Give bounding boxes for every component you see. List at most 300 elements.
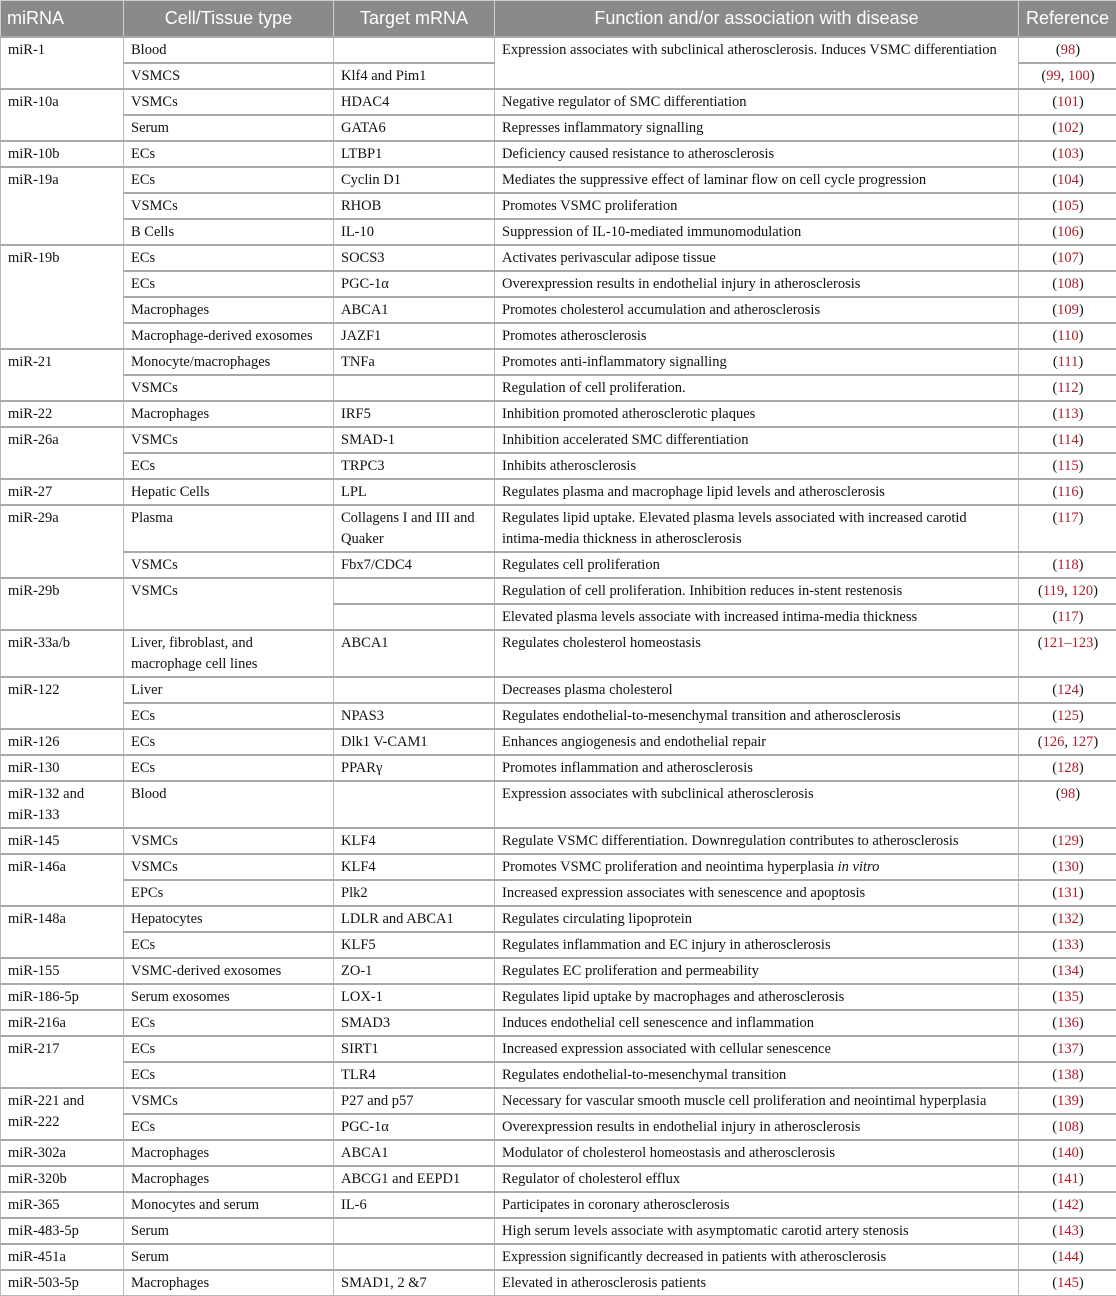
- reference-cell: (116): [1019, 479, 1116, 505]
- target-cell: Klf4 and Pim1: [334, 63, 495, 89]
- reference-cell: (109): [1019, 297, 1116, 323]
- cell-type-cell: ECs: [124, 932, 334, 958]
- target-cell: HDAC4: [334, 89, 495, 115]
- reference-link[interactable]: 110: [1057, 328, 1078, 344]
- reference-link[interactable]: 127: [1072, 734, 1094, 750]
- mirna-cell: miR-19b: [1, 245, 124, 349]
- function-cell: [495, 505, 1019, 552]
- table-body: [1, 37, 1116, 1296]
- reference-link[interactable]: 136: [1057, 1015, 1079, 1031]
- target-cell: ABCG1 and EEPD1: [334, 1166, 495, 1192]
- reference-cell: (133): [1019, 932, 1116, 958]
- function-text: Inhibits atherosclerosis: [502, 458, 636, 474]
- cell-type-cell: Plasma: [124, 505, 334, 552]
- target-cell: IRF5: [334, 401, 495, 427]
- cell-type-cell: ECs: [124, 1036, 334, 1062]
- reference-link[interactable]: 109: [1057, 302, 1079, 318]
- function-cell: [495, 479, 1019, 505]
- function-text: Modulator of cholesterol homeostasis and atherosclerosis: [502, 1145, 835, 1161]
- target-cell: P27 and p57: [334, 1088, 495, 1114]
- function-cell: [495, 219, 1019, 245]
- function-text: Regulates endothelial-to-mesenchymal transition: [502, 1067, 786, 1083]
- reference-link[interactable]: 138: [1057, 1067, 1079, 1083]
- reference-cell: (141): [1019, 1166, 1116, 1192]
- cell-type-cell: VSMCs: [124, 578, 334, 630]
- reference-cell: (113): [1019, 401, 1116, 427]
- reference-link[interactable]: 115: [1057, 458, 1078, 474]
- function-cell: [495, 1270, 1019, 1296]
- function-cell: [495, 1166, 1019, 1192]
- mirna-cell: miR-302a: [1, 1140, 124, 1166]
- target-cell: PGC-1α: [334, 1114, 495, 1140]
- reference-link[interactable]: 120: [1071, 583, 1093, 599]
- cell-type-cell: Hepatocytes: [124, 906, 334, 932]
- cell-type-cell: Macrophage-derived exosomes: [124, 323, 334, 349]
- function-text: Expression significantly decreased in patients with atherosclerosis: [502, 1249, 886, 1265]
- function-cell: [495, 297, 1019, 323]
- mirna-cell: miR-320b: [1, 1166, 124, 1192]
- reference-cell: (119, 120): [1019, 578, 1116, 604]
- mirna-cell: miR-155: [1, 958, 124, 984]
- table-row: [1, 1062, 1116, 1088]
- target-cell: GATA6: [334, 115, 495, 141]
- reference-link[interactable]: 135: [1057, 989, 1079, 1005]
- target-cell: [334, 375, 495, 401]
- table-row: [1, 1192, 1116, 1218]
- cell-type-cell: ECs: [124, 755, 334, 781]
- header-row: [1, 1, 1116, 38]
- reference-link[interactable]: 129: [1057, 833, 1079, 849]
- function-text: Enhances angiogenesis and endothelial repair: [502, 734, 766, 750]
- target-cell: ABCA1: [334, 297, 495, 323]
- target-cell: PPARγ: [334, 755, 495, 781]
- reference-cell: (115): [1019, 453, 1116, 479]
- cell-type-cell: Monocyte/macrophages: [124, 349, 334, 375]
- function-text: Participates in coronary atherosclerosis: [502, 1197, 730, 1213]
- cell-type-cell: Serum: [124, 1244, 334, 1270]
- reference-cell: (131): [1019, 880, 1116, 906]
- reference-link[interactable]: 108: [1057, 1119, 1079, 1135]
- cell-type-cell: ECs: [124, 1114, 334, 1140]
- reference-link[interactable]: 104: [1057, 172, 1079, 188]
- cell-type-cell: VSMCs: [124, 552, 334, 578]
- table-row: [1, 427, 1116, 453]
- target-cell: SMAD1, 2 &7: [334, 1270, 495, 1296]
- reference-link[interactable]: 130: [1057, 859, 1079, 875]
- table-row: [1, 271, 1116, 297]
- target-cell: PGC-1α: [334, 271, 495, 297]
- function-text: Suppression of IL-10-mediated immunomodulation: [502, 224, 801, 240]
- cell-type-cell: ECs: [124, 703, 334, 729]
- reference-link[interactable]: 106: [1057, 224, 1079, 240]
- cell-type-cell: Monocytes and serum: [124, 1192, 334, 1218]
- table-row: [1, 552, 1116, 578]
- function-cell: [495, 1114, 1019, 1140]
- reference-link[interactable]: 103: [1057, 146, 1079, 162]
- function-text: Overexpression results in endothelial injury in atherosclerosis: [502, 1119, 860, 1135]
- table-row: [1, 1140, 1116, 1166]
- table-row: [1, 1010, 1116, 1036]
- function-italic: in vitro: [838, 859, 880, 875]
- function-text: Deficiency caused resistance to atherosclerosis: [502, 146, 774, 162]
- target-cell: TNFa: [334, 349, 495, 375]
- table-row: [1, 578, 1116, 604]
- cell-type-cell: Macrophages: [124, 1166, 334, 1192]
- table-row: [1, 1114, 1116, 1140]
- table-row: [1, 479, 1116, 505]
- reference-link[interactable]: 143: [1057, 1223, 1079, 1239]
- function-text: Promotes cholesterol accumulation and atherosclerosis: [502, 302, 820, 318]
- function-text: Elevated in atherosclerosis patients: [502, 1275, 706, 1291]
- table-row: [1, 630, 1116, 677]
- table-row: [1, 1036, 1116, 1062]
- table-row: [1, 1270, 1116, 1296]
- header-target: Target mRNA: [334, 1, 495, 38]
- table-row: [1, 141, 1116, 167]
- reference-link[interactable]: 137: [1057, 1041, 1079, 1057]
- target-cell: [334, 1218, 495, 1244]
- function-cell: [495, 578, 1019, 604]
- target-cell: [334, 37, 495, 63]
- target-cell: [334, 677, 495, 703]
- cell-type-cell: VSMC-derived exosomes: [124, 958, 334, 984]
- reference-cell: (106): [1019, 219, 1116, 245]
- table-row: [1, 453, 1116, 479]
- reference-cell: (144): [1019, 1244, 1116, 1270]
- mirna-cell: miR-216a: [1, 1010, 124, 1036]
- reference-cell: (126, 127): [1019, 729, 1116, 755]
- mirna-cell: miR-365: [1, 1192, 124, 1218]
- table-row: [1, 115, 1116, 141]
- function-text: Induces endothelial cell senescence and inflammation: [502, 1015, 814, 1031]
- reference-cell: (108): [1019, 271, 1116, 297]
- function-cell: [495, 375, 1019, 401]
- function-text: Regulates lipid uptake by macrophages and atherosclerosis: [502, 989, 844, 1005]
- reference-link[interactable]: 141: [1057, 1171, 1079, 1187]
- function-cell: [495, 245, 1019, 271]
- function-text: Regulation of cell proliferation. Inhibition reduces in-stent restenosis: [502, 583, 902, 599]
- function-cell: [495, 932, 1019, 958]
- mirna-cell: miR-148a: [1, 906, 124, 958]
- function-text: Regulates lipid uptake. Elevated plasma levels associated with increased carotid intima-media thickness in atherosclerosis: [502, 510, 967, 547]
- function-cell: [495, 271, 1019, 297]
- reference-cell: (134): [1019, 958, 1116, 984]
- reference-cell: (128): [1019, 755, 1116, 781]
- reference-link[interactable]: 105: [1057, 198, 1079, 214]
- cell-type-cell: ECs: [124, 453, 334, 479]
- function-cell: [495, 193, 1019, 219]
- reference-link[interactable]: 119: [1043, 583, 1064, 599]
- reference-link[interactable]: 125: [1057, 708, 1079, 724]
- function-cell: [495, 89, 1019, 115]
- reference-link[interactable]: 118: [1057, 557, 1078, 573]
- table-row: [1, 880, 1116, 906]
- cell-type-cell: Liver, fibroblast, and macrophage cell lines: [124, 630, 334, 677]
- cell-type-cell: VSMCs: [124, 1088, 334, 1114]
- function-text: Decreases plasma cholesterol: [502, 682, 673, 698]
- cell-type-cell: ECs: [124, 167, 334, 193]
- reference-cell: (130): [1019, 854, 1116, 880]
- reference-cell: (139): [1019, 1088, 1116, 1114]
- cell-type-cell: ECs: [124, 245, 334, 271]
- reference-link[interactable]: 131: [1057, 885, 1079, 901]
- header-mirna: miRNA: [1, 1, 124, 38]
- mirna-cell: miR-221 and miR-222: [1, 1088, 124, 1140]
- function-text: Regulate VSMC differentiation. Downregulation contributes to atherosclerosis: [502, 833, 959, 849]
- reference-link[interactable]: 117: [1057, 609, 1078, 625]
- function-text: Increased expression associates with senescence and apoptosis: [502, 885, 865, 901]
- function-text: Mediates the suppressive effect of laminar flow on cell cycle progression: [502, 172, 926, 188]
- reference-cell: (102): [1019, 115, 1116, 141]
- target-cell: JAZF1: [334, 323, 495, 349]
- table-row: [1, 37, 1116, 63]
- reference-link[interactable]: 134: [1057, 963, 1079, 979]
- reference-link[interactable]: 112: [1057, 380, 1078, 396]
- reference-link[interactable]: 108: [1057, 276, 1079, 292]
- reference-cell: (105): [1019, 193, 1116, 219]
- function-text: Promotes inflammation and atherosclerosis: [502, 760, 753, 776]
- function-text: Regulates cell proliferation: [502, 557, 660, 573]
- function-text: Increased expression associated with cellular senescence: [502, 1041, 831, 1057]
- function-cell: [495, 984, 1019, 1010]
- target-cell: RHOB: [334, 193, 495, 219]
- reference-link[interactable]: 114: [1057, 432, 1078, 448]
- reference-cell: (118): [1019, 552, 1116, 578]
- reference-link[interactable]: 99: [1046, 68, 1061, 84]
- reference-cell: (110): [1019, 323, 1116, 349]
- cell-type-cell: Macrophages: [124, 297, 334, 323]
- target-cell: [334, 578, 495, 604]
- target-cell: LOX-1: [334, 984, 495, 1010]
- cell-type-cell: Liver: [124, 677, 334, 703]
- table-row: [1, 375, 1116, 401]
- table-row: [1, 1166, 1116, 1192]
- mirna-cell: miR-503-5p: [1, 1270, 124, 1296]
- mirna-cell: miR-10a: [1, 89, 124, 141]
- function-text: Regulates circulating lipoprotein: [502, 911, 692, 927]
- function-text: Promotes VSMC proliferation and neointima hyperplasia: [502, 859, 834, 875]
- cell-type-cell: ECs: [124, 141, 334, 167]
- reference-link[interactable]: 145: [1057, 1275, 1079, 1291]
- function-cell: [495, 323, 1019, 349]
- function-text: Regulates EC proliferation and permeability: [502, 963, 759, 979]
- reference-link[interactable]: 139: [1057, 1093, 1079, 1109]
- table-row: [1, 854, 1116, 880]
- reference-cell: (114): [1019, 427, 1116, 453]
- header-reference: Reference: [1019, 1, 1116, 38]
- function-cell: [495, 115, 1019, 141]
- target-cell: Dlk1 V-CAM1: [334, 729, 495, 755]
- reference-cell: (143): [1019, 1218, 1116, 1244]
- target-cell: Cyclin D1: [334, 167, 495, 193]
- mirna-cell: miR-1: [1, 37, 124, 89]
- function-cell: [495, 1192, 1019, 1218]
- function-cell: [495, 854, 1019, 880]
- reference-cell: (103): [1019, 141, 1116, 167]
- function-cell: [495, 141, 1019, 167]
- table-row: [1, 219, 1116, 245]
- target-cell: LTBP1: [334, 141, 495, 167]
- reference-cell: (135): [1019, 984, 1116, 1010]
- reference-cell: (107): [1019, 245, 1116, 271]
- function-cell: [495, 37, 1019, 89]
- table-row: [1, 297, 1116, 323]
- reference-cell: (142): [1019, 1192, 1116, 1218]
- header-function: Function and/or association with disease: [495, 1, 1019, 38]
- target-cell: ABCA1: [334, 630, 495, 677]
- cell-type-cell: Macrophages: [124, 1270, 334, 1296]
- header-cell-type: Cell/Tissue type: [124, 1, 334, 38]
- reference-link[interactable]: 126: [1043, 734, 1065, 750]
- function-text: Inhibition promoted atherosclerotic plaques: [502, 406, 755, 422]
- reference-cell: (104): [1019, 167, 1116, 193]
- mirna-cell: miR-146a: [1, 854, 124, 906]
- mirna-cell: miR-26a: [1, 427, 124, 479]
- cell-type-cell: ECs: [124, 729, 334, 755]
- function-text: Regulates cholesterol homeostasis: [502, 635, 701, 651]
- target-cell: SIRT1: [334, 1036, 495, 1062]
- function-text: Represses inflammatory signalling: [502, 120, 703, 136]
- mirna-cell: miR-451a: [1, 1244, 124, 1270]
- function-cell: [495, 604, 1019, 630]
- reference-cell: (129): [1019, 828, 1116, 854]
- function-cell: [495, 1036, 1019, 1062]
- table-row: [1, 984, 1116, 1010]
- cell-type-cell: VSMCs: [124, 375, 334, 401]
- cell-type-cell: Serum: [124, 115, 334, 141]
- target-cell: Fbx7/CDC4: [334, 552, 495, 578]
- target-cell: [334, 1244, 495, 1270]
- reference-cell: (117): [1019, 604, 1116, 630]
- table-row: [1, 245, 1116, 271]
- cell-type-cell: EPCs: [124, 880, 334, 906]
- reference-cell: (98): [1019, 37, 1116, 63]
- target-cell: ABCA1: [334, 1140, 495, 1166]
- table-row: [1, 89, 1116, 115]
- reference-link[interactable]: 113: [1057, 406, 1078, 422]
- reference-link[interactable]: 128: [1057, 760, 1079, 776]
- function-cell: [495, 1140, 1019, 1166]
- mirna-cell: miR-29b: [1, 578, 124, 630]
- function-text: Regulates endothelial-to-mesenchymal transition and atherosclerosis: [502, 708, 901, 724]
- mirna-cell: miR-19a: [1, 167, 124, 245]
- table-row: [1, 932, 1116, 958]
- table-row: [1, 1218, 1116, 1244]
- mirna-cell: miR-33a/b: [1, 630, 124, 677]
- cell-type-cell: Hepatic Cells: [124, 479, 334, 505]
- function-text: Promotes anti-inflammatory signalling: [502, 354, 727, 370]
- cell-type-cell: Blood: [124, 37, 334, 63]
- target-cell: [334, 781, 495, 828]
- reference-link[interactable]: 116: [1057, 484, 1078, 500]
- function-cell: [495, 630, 1019, 677]
- cell-type-cell: VSMCs: [124, 427, 334, 453]
- table-row: [1, 505, 1116, 552]
- reference-cell: (121–123): [1019, 630, 1116, 677]
- reference-link[interactable]: 100: [1068, 68, 1090, 84]
- target-cell: KLF4: [334, 854, 495, 880]
- cell-type-cell: Serum: [124, 1218, 334, 1244]
- function-cell: [495, 906, 1019, 932]
- function-cell: [495, 1062, 1019, 1088]
- function-text: Promotes atherosclerosis: [502, 328, 647, 344]
- function-cell: [495, 958, 1019, 984]
- reference-link[interactable]: 140: [1057, 1145, 1079, 1161]
- mirna-cell: miR-21: [1, 349, 124, 401]
- reference-cell: (124): [1019, 677, 1116, 703]
- reference-link[interactable]: 102: [1057, 120, 1079, 136]
- function-text: Negative regulator of SMC differentiation: [502, 94, 747, 110]
- target-cell: NPAS3: [334, 703, 495, 729]
- reference-link[interactable]: 98: [1061, 42, 1076, 58]
- function-text: Regulates plasma and macrophage lipid levels and atherosclerosis: [502, 484, 885, 500]
- table-row: [1, 677, 1116, 703]
- cell-type-cell: Serum exosomes: [124, 984, 334, 1010]
- reference-link[interactable]: 121–123: [1043, 635, 1094, 651]
- target-cell: [334, 604, 495, 630]
- reference-link[interactable]: 133: [1057, 937, 1079, 953]
- function-cell: [495, 1088, 1019, 1114]
- table-row: [1, 323, 1116, 349]
- function-text: High serum levels associate with asymptomatic carotid artery stenosis: [502, 1223, 909, 1239]
- function-cell: [495, 1244, 1019, 1270]
- mirna-cell: miR-10b: [1, 141, 124, 167]
- mirna-cell: miR-122: [1, 677, 124, 729]
- reference-cell: (138): [1019, 1062, 1116, 1088]
- table-row: [1, 958, 1116, 984]
- cell-type-cell: Blood: [124, 781, 334, 828]
- mirna-cell: miR-22: [1, 401, 124, 427]
- table-row: [1, 906, 1116, 932]
- mirna-cell: miR-29a: [1, 505, 124, 578]
- reference-link[interactable]: 107: [1057, 250, 1079, 266]
- function-cell: [495, 552, 1019, 578]
- reference-link[interactable]: 117: [1057, 510, 1078, 526]
- target-cell: KLF5: [334, 932, 495, 958]
- mirna-cell: miR-483-5p: [1, 1218, 124, 1244]
- target-cell: SMAD-1: [334, 427, 495, 453]
- table-row: [1, 1244, 1116, 1270]
- function-text: Regulator of cholesterol efflux: [502, 1171, 680, 1187]
- mirna-cell: miR-217: [1, 1036, 124, 1088]
- table-row: [1, 729, 1116, 755]
- cell-type-cell: ECs: [124, 271, 334, 297]
- reference-cell: (111): [1019, 349, 1116, 375]
- table-row: [1, 703, 1116, 729]
- reference-link[interactable]: 111: [1058, 354, 1079, 370]
- mirna-cell: miR-186-5p: [1, 984, 124, 1010]
- target-cell: IL-10: [334, 219, 495, 245]
- target-cell: TRPC3: [334, 453, 495, 479]
- function-text: Necessary for vascular smooth muscle cell proliferation and neointimal hyperplasia: [502, 1093, 986, 1109]
- table-row: [1, 1088, 1116, 1114]
- reference-link[interactable]: 101: [1057, 94, 1079, 110]
- reference-cell: (137): [1019, 1036, 1116, 1062]
- function-cell: [495, 729, 1019, 755]
- cell-type-cell: Macrophages: [124, 1140, 334, 1166]
- cell-type-cell: ECs: [124, 1010, 334, 1036]
- table-row: [1, 401, 1116, 427]
- reference-link[interactable]: 144: [1057, 1249, 1079, 1265]
- reference-link[interactable]: 98: [1061, 786, 1076, 802]
- cell-type-cell: B Cells: [124, 219, 334, 245]
- reference-link[interactable]: 132: [1057, 911, 1079, 927]
- table-row: [1, 781, 1116, 828]
- function-text: Regulates inflammation and EC injury in atherosclerosis: [502, 937, 831, 953]
- function-cell: [495, 703, 1019, 729]
- reference-link[interactable]: 124: [1057, 682, 1079, 698]
- reference-link[interactable]: 142: [1057, 1197, 1079, 1213]
